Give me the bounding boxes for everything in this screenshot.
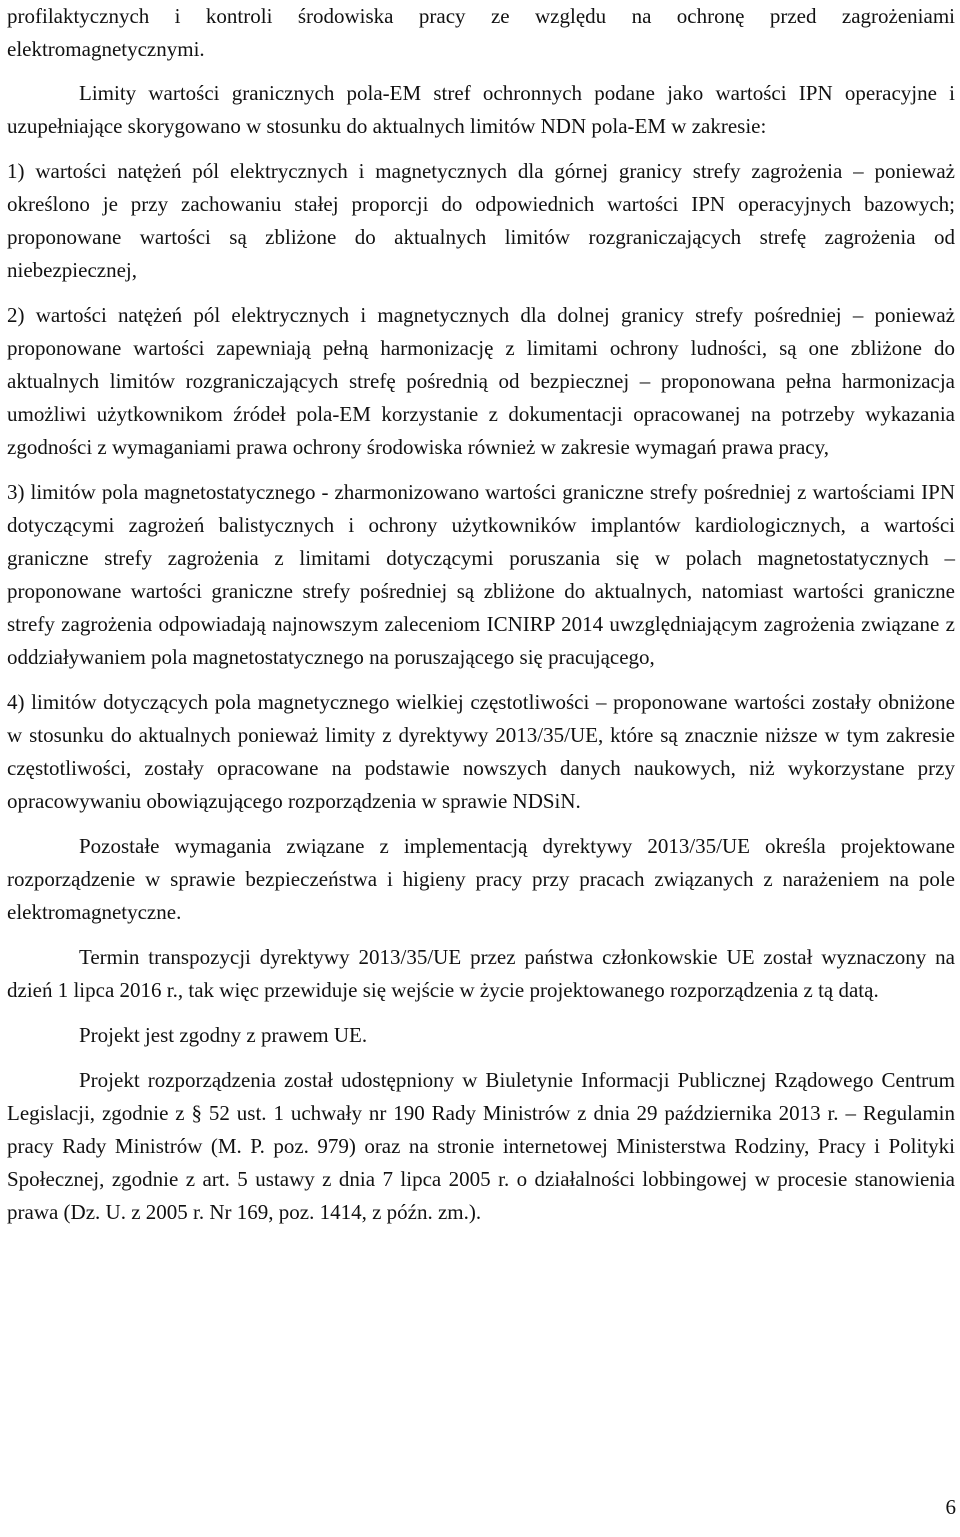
paragraph-continuation: profilaktycznych i kontroli środowiska pracy ze względu na ochronę przed zagrożeniami elektromagnetycznymi. (7, 4, 955, 61)
paragraph-transposition-deadline: Termin transpozycji dyrektywy 2013/35/UE przez państwa członkowskie UE został wyznaczony na dzień 1 lipca 2016 r., tak więc przewiduje się wejście w życie projektowanego rozporządzenia z tą datą. (7, 945, 955, 1002)
paragraph-eu-compliance: Projekt jest zgodny z prawem UE. (79, 1023, 368, 1047)
paragraph-other-requirements: Pozostałe wymagania związane z implementacją dyrektywy 2013/35/UE określa projektowane rozporządzenie w sprawie bezpieczeństwa i higieny pracy przy pracach związanych z narażeniem na pole elektromagnetyczne. (7, 834, 955, 924)
page-number: 6 (945, 1495, 956, 1519)
document-page (7, 0, 955, 1229)
list-item-2: 2) wartości natężeń pól elektrycznych i magnetycznych dla dolnej granicy strefy pośredniej – ponieważ proponowane wartości zapewniają pełną harmonizację z limitami ochrony ludności, są one zbliżone do aktualnych limitów rozgraniczających strefę pośrednią od bezpiecznej – proponowana pełna harmonizacja umożliwi użytkownikom źródeł pola-EM korzystanie z dokumentacji opracowanej na potrzeby wykazania zgodności z wymaganiami prawa ochrony środowiska również w zakresie wymagań prawa pracy, (7, 303, 955, 459)
list-item-1: 1) wartości natężeń pól elektrycznych i magnetycznych dla górnej granicy strefy zagrożenia – ponieważ określono je przy zachowaniu stałej proporcji do odpowiednich wartości IPN operacyjnych bazowych; proponowane wartości są zbliżone do aktualnych limitów rozgraniczających strefę zagrożenia od niebezpiecznej, (7, 159, 955, 282)
paragraph-limits-intro: Limity wartości granicznych pola-EM stref ochronnych podane jako wartości IPN operacyjne i uzupełniające skorygowano w stosunku do aktualnych limitów NDN pola-EM w zakresie: (7, 81, 955, 138)
list-item-3: 3) limitów pola magnetostatycznego - zharmonizowano wartości graniczne strefy pośredniej z wartościami IPN dotyczącymi zagrożeń balistycznych i ochrony użytkowników implantów kardiologicznych, a wartości graniczne strefy zagrożenia z limitami dotyczącymi poruszania się w polach magnetostatycznych – proponowane wartości graniczne strefy pośredniej są zbliżone do aktualnych, natomiast wartości graniczne strefy zagrożenia odpowiadają najnowszym zaleceniom ICNIRP 2014 uwzględniającym zagrożenia związane z oddziaływaniem pola magnetostatycznego na poruszającego się pracującego, (7, 480, 955, 669)
paragraph-publication: Projekt rozporządzenia został udostępniony w Biuletynie Informacji Publicznej Rządowego Centrum Legislacji, zgodnie z § 52 ust. 1 uchwały nr 190 Rady Ministrów z dnia 29 października 2013 r. – Regulamin pracy Rady Ministrów (M. P. poz. 979) oraz na stronie internetowej Ministerstwa Rodziny, Pracy i Polityki Społecznej, zgodnie z art. 5 ustawy z dnia 7 lipca 2005 r. o działalności lobbingowej w procesie stanowienia prawa (Dz. U. z 2005 r. Nr 169, poz. 1414, z późn. zm.). (7, 1068, 955, 1224)
list-item-4: 4) limitów dotyczących pola magnetycznego wielkiej częstotliwości – proponowane wartości zostały obniżone w stosunku do aktualnych ponieważ limity z dyrektywy 2013/35/UE, które są znacznie niższe w tym zakresie częstotliwości, zostały opracowane na podstawie nowszych danych naukowych, niż wykorzystane przy opracowywaniu obowiązującego rozporządzenia w sprawie NDSiN. (7, 690, 955, 813)
